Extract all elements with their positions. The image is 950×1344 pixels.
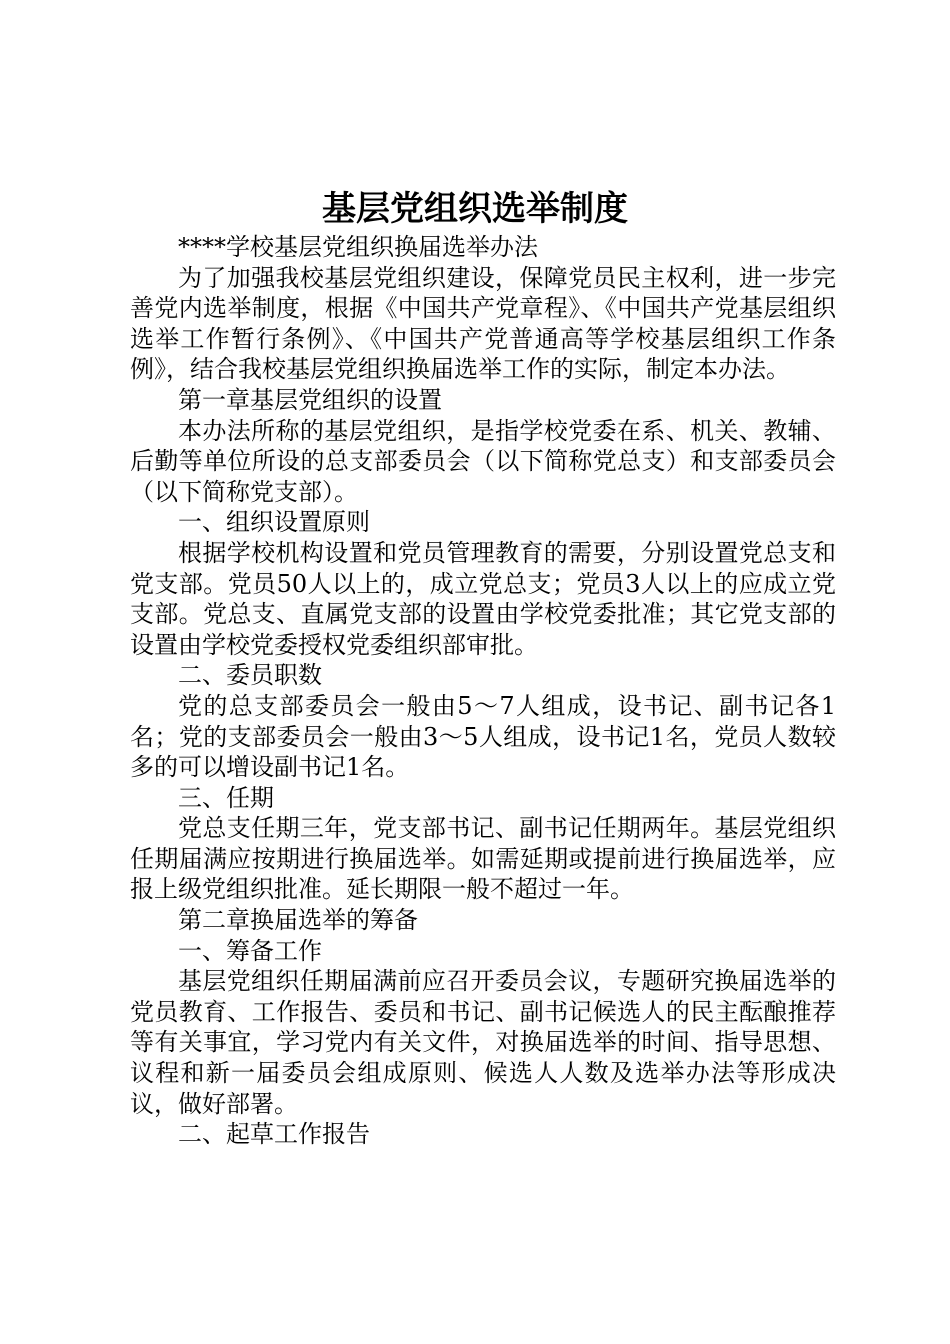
chapter-heading: 第一章基层党组织的设置 bbox=[178, 385, 442, 414]
document-body bbox=[130, 232, 836, 1150]
intro-paragraph: 为了加强我校基层党组织建设，保障党员民主权利，进一步完善党内选举制度，根据《中国共产党章程》、《中国共产党基层组织选举工作暂行条例》、《中国共产党普通高等学校基层组织工作条例》，结合我校基层党组织换届选举工作的实际，制定本办法。 bbox=[130, 263, 836, 384]
body-paragraph: 基层党组织任期届满前应召开委员会议，专题研究换届选举的党员教育、工作报告、委员和书记、副书记候选人的民主酝酿推荐等有关事宜，学习党内有关文件，对换届选举的时间、指导思想、议程和新一届委员会组成原则、候选人人数及选举办法等形成决议，做好部署。 bbox=[130, 967, 836, 1118]
chapter-heading: 第二章换届选举的筹备 bbox=[178, 906, 418, 935]
section-heading: 二、起草工作报告 bbox=[178, 1120, 370, 1149]
document-title: 基层党组织选举制度 bbox=[322, 189, 628, 229]
section-heading: 一、组织设置原则 bbox=[178, 508, 370, 537]
body-paragraph: 本办法所称的基层党组织，是指学校党委在系、机关、教辅、后勤等单位所设的总支部委员会（以下简称党总支）和支部委员会（以下简称党支部）。 bbox=[130, 416, 836, 506]
subtitle-paragraph: ****学校基层党组织换届选举办法 bbox=[178, 233, 538, 261]
body-paragraph: 党的总支部委员会一般由5～7人组成，设书记、副书记各1名；党的支部委员会一般由3～5人组成，设书记1名，党员人数较多的可以增设副书记1名。 bbox=[130, 691, 836, 782]
body-paragraph: 根据学校机构设置和党员管理教育的需要，分别设置党总支和党支部。党员50人以上的，成立党总支；党员3人以上的应成立党支部。党总支、直属党支部的设置由学校党委批准；其它党支部的设置由学校党委授权党委组织部审批。 bbox=[130, 538, 836, 659]
body-paragraph: 党总支任期三年，党支部书记、副书记任期两年。基层党组织任期届满应按期进行换届选举。如需延期或提前进行换届选举，应报上级党组织批准。延长期限一般不超过一年。 bbox=[130, 814, 836, 904]
section-heading: 二、委员职数 bbox=[178, 661, 322, 690]
section-heading: 一、筹备工作 bbox=[178, 936, 322, 965]
section-heading: 三、任期 bbox=[178, 783, 274, 812]
